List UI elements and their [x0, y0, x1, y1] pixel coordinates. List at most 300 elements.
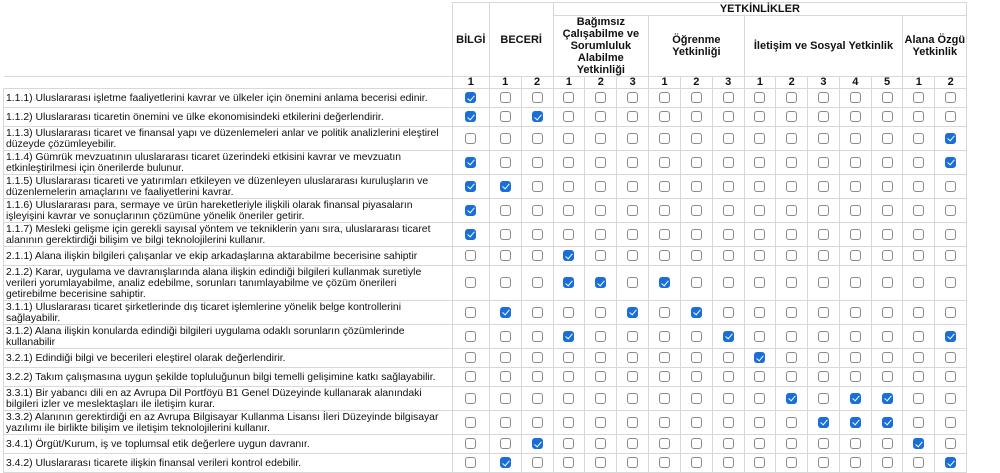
checkbox-unchecked[interactable]	[850, 250, 861, 261]
checkbox-unchecked[interactable]	[786, 205, 797, 216]
checkbox-unchecked[interactable]	[595, 307, 606, 318]
checkbox-checked[interactable]	[500, 181, 511, 192]
checkbox-unchecked[interactable]	[659, 229, 670, 240]
checkbox-unchecked[interactable]	[595, 331, 606, 342]
checkbox-unchecked[interactable]	[818, 250, 829, 261]
checkbox-unchecked[interactable]	[882, 157, 893, 168]
checkbox-unchecked[interactable]	[850, 229, 861, 240]
checkbox-unchecked[interactable]	[754, 457, 765, 468]
checkbox-unchecked[interactable]	[754, 417, 765, 428]
checkbox-unchecked[interactable]	[913, 92, 924, 103]
checkbox-unchecked[interactable]	[818, 393, 829, 404]
checkbox-cell	[808, 175, 840, 199]
checkbox-unchecked[interactable]	[850, 307, 861, 318]
checkbox-unchecked[interactable]	[723, 111, 734, 122]
checkbox-unchecked[interactable]	[723, 229, 734, 240]
checkbox-unchecked[interactable]	[691, 277, 702, 288]
checkbox-unchecked[interactable]	[563, 181, 574, 192]
checkbox-unchecked[interactable]	[818, 457, 829, 468]
checkbox-unchecked[interactable]	[532, 307, 543, 318]
checkbox-unchecked[interactable]	[563, 157, 574, 168]
checkbox-unchecked[interactable]	[563, 417, 574, 428]
checkbox-unchecked[interactable]	[532, 417, 543, 428]
checkbox-checked[interactable]	[945, 157, 956, 168]
checkbox-unchecked[interactable]	[786, 352, 797, 363]
checkbox-unchecked[interactable]	[532, 457, 543, 468]
checkbox-unchecked[interactable]	[500, 92, 511, 103]
checkbox-unchecked[interactable]	[532, 205, 543, 216]
checkbox-unchecked[interactable]	[945, 277, 956, 288]
checkbox-unchecked[interactable]	[818, 438, 829, 449]
checkbox-unchecked[interactable]	[945, 417, 956, 428]
checkbox-unchecked[interactable]	[913, 205, 924, 216]
checkbox-unchecked[interactable]	[532, 371, 543, 382]
checkbox-unchecked[interactable]	[595, 111, 606, 122]
checkbox-unchecked[interactable]	[465, 307, 476, 318]
checkbox-checked[interactable]	[850, 417, 861, 428]
checkbox-unchecked[interactable]	[627, 352, 638, 363]
checkbox-unchecked[interactable]	[754, 92, 765, 103]
checkbox-unchecked[interactable]	[627, 92, 638, 103]
checkbox-cell	[744, 151, 776, 175]
column-number: 1	[489, 77, 521, 89]
checkbox-checked[interactable]	[563, 250, 574, 261]
checkbox-checked[interactable]	[945, 331, 956, 342]
checkbox-unchecked[interactable]	[786, 133, 797, 144]
checkbox-unchecked[interactable]	[786, 250, 797, 261]
checkbox-cell	[680, 108, 712, 127]
checkbox-unchecked[interactable]	[500, 133, 511, 144]
checkbox-unchecked[interactable]	[659, 205, 670, 216]
checkbox-unchecked[interactable]	[723, 457, 734, 468]
checkbox-checked[interactable]	[563, 331, 574, 342]
checkbox-checked[interactable]	[882, 393, 893, 404]
checkbox-unchecked[interactable]	[945, 393, 956, 404]
checkbox-unchecked[interactable]	[465, 438, 476, 449]
checkbox-checked[interactable]	[691, 307, 702, 318]
checkbox-unchecked[interactable]	[595, 417, 606, 428]
checkbox-cell	[617, 247, 649, 266]
checkbox-unchecked[interactable]	[913, 229, 924, 240]
checkbox-unchecked[interactable]	[627, 371, 638, 382]
checkbox-unchecked[interactable]	[945, 250, 956, 261]
checkbox-unchecked[interactable]	[786, 438, 797, 449]
checkbox-unchecked[interactable]	[500, 111, 511, 122]
checkbox-cell	[521, 454, 553, 473]
checkbox-unchecked[interactable]	[532, 157, 543, 168]
checkbox-unchecked[interactable]	[659, 157, 670, 168]
column-number: 3	[617, 77, 649, 89]
checkbox-unchecked[interactable]	[882, 205, 893, 216]
checkbox-cell	[521, 199, 553, 223]
checkbox-cell	[617, 349, 649, 368]
checkbox-unchecked[interactable]	[850, 133, 861, 144]
checkbox-checked[interactable]	[659, 277, 670, 288]
checkbox-checked[interactable]	[465, 92, 476, 103]
checkbox-unchecked[interactable]	[659, 307, 670, 318]
checkbox-unchecked[interactable]	[659, 331, 670, 342]
checkbox-unchecked[interactable]	[532, 181, 543, 192]
checkbox-unchecked[interactable]	[913, 352, 924, 363]
checkbox-unchecked[interactable]	[754, 250, 765, 261]
checkbox-unchecked[interactable]	[500, 371, 511, 382]
checkbox-checked[interactable]	[532, 438, 543, 449]
checkbox-unchecked[interactable]	[532, 331, 543, 342]
checkbox-unchecked[interactable]	[465, 331, 476, 342]
checkbox-unchecked[interactable]	[723, 133, 734, 144]
checkbox-unchecked[interactable]	[627, 331, 638, 342]
checkbox-unchecked[interactable]	[786, 331, 797, 342]
checkbox-unchecked[interactable]	[659, 438, 670, 449]
checkbox-unchecked[interactable]	[723, 277, 734, 288]
checkbox-unchecked[interactable]	[723, 250, 734, 261]
checkbox-unchecked[interactable]	[913, 393, 924, 404]
checkbox-unchecked[interactable]	[882, 438, 893, 449]
checkbox-checked[interactable]	[882, 417, 893, 428]
checkbox-unchecked[interactable]	[786, 277, 797, 288]
checkbox-unchecked[interactable]	[595, 133, 606, 144]
checkbox-unchecked[interactable]	[691, 181, 702, 192]
checkbox-unchecked[interactable]	[532, 393, 543, 404]
checkbox-unchecked[interactable]	[818, 181, 829, 192]
checkbox-unchecked[interactable]	[723, 417, 734, 428]
checkbox-unchecked[interactable]	[786, 229, 797, 240]
checkbox-unchecked[interactable]	[500, 352, 511, 363]
checkbox-unchecked[interactable]	[754, 393, 765, 404]
checkbox-unchecked[interactable]	[659, 250, 670, 261]
checkbox-cell	[935, 454, 967, 473]
checkbox-unchecked[interactable]	[850, 157, 861, 168]
checkbox-unchecked[interactable]	[754, 438, 765, 449]
checkbox-unchecked[interactable]	[882, 352, 893, 363]
checkbox-unchecked[interactable]	[659, 133, 670, 144]
checkbox-unchecked[interactable]	[627, 250, 638, 261]
checkbox-unchecked[interactable]	[754, 205, 765, 216]
checkbox-unchecked[interactable]	[659, 111, 670, 122]
checkbox-unchecked[interactable]	[627, 111, 638, 122]
checkbox-unchecked[interactable]	[627, 157, 638, 168]
checkbox-unchecked[interactable]	[563, 307, 574, 318]
checkbox-unchecked[interactable]	[850, 277, 861, 288]
checkbox-unchecked[interactable]	[500, 393, 511, 404]
checkbox-unchecked[interactable]	[818, 157, 829, 168]
checkbox-unchecked[interactable]	[532, 352, 543, 363]
checkbox-unchecked[interactable]	[465, 393, 476, 404]
checkbox-unchecked[interactable]	[850, 92, 861, 103]
checkbox-unchecked[interactable]	[818, 92, 829, 103]
checkbox-unchecked[interactable]	[627, 393, 638, 404]
checkbox-cell	[521, 247, 553, 266]
checkbox-unchecked[interactable]	[563, 457, 574, 468]
checkbox-unchecked[interactable]	[945, 438, 956, 449]
checkbox-unchecked[interactable]	[691, 111, 702, 122]
table-row	[4, 199, 1000, 223]
checkbox-checked[interactable]	[500, 307, 511, 318]
checkbox-unchecked[interactable]	[627, 457, 638, 468]
checkbox-unchecked[interactable]	[945, 371, 956, 382]
checkbox-unchecked[interactable]	[500, 331, 511, 342]
checkbox-unchecked[interactable]	[913, 331, 924, 342]
checkbox-unchecked[interactable]	[691, 250, 702, 261]
checkbox-unchecked[interactable]	[627, 229, 638, 240]
checkbox-unchecked[interactable]	[945, 205, 956, 216]
checkbox-unchecked[interactable]	[850, 111, 861, 122]
checkbox-unchecked[interactable]	[723, 205, 734, 216]
checkbox-checked[interactable]	[945, 133, 956, 144]
checkbox-unchecked[interactable]	[465, 352, 476, 363]
checkbox-unchecked[interactable]	[595, 250, 606, 261]
checkbox-unchecked[interactable]	[754, 229, 765, 240]
checkbox-unchecked[interactable]	[595, 457, 606, 468]
checkbox-unchecked[interactable]	[818, 277, 829, 288]
checkbox-unchecked[interactable]	[850, 457, 861, 468]
checkbox-cell	[649, 325, 681, 349]
checkbox-unchecked[interactable]	[913, 250, 924, 261]
checkbox-unchecked[interactable]	[818, 133, 829, 144]
checkbox-unchecked[interactable]	[500, 438, 511, 449]
checkbox-unchecked[interactable]	[754, 331, 765, 342]
checkbox-unchecked[interactable]	[754, 307, 765, 318]
table-row	[4, 435, 1000, 454]
checkbox-unchecked[interactable]	[786, 371, 797, 382]
checkbox-unchecked[interactable]	[723, 307, 734, 318]
checkbox-unchecked[interactable]	[532, 133, 543, 144]
checkbox-cell	[776, 199, 808, 223]
checkbox-checked[interactable]	[913, 438, 924, 449]
checkbox-unchecked[interactable]	[786, 111, 797, 122]
checkbox-unchecked[interactable]	[882, 331, 893, 342]
checkbox-unchecked[interactable]	[563, 438, 574, 449]
checkbox-unchecked[interactable]	[723, 393, 734, 404]
checkbox-checked[interactable]	[465, 205, 476, 216]
checkbox-unchecked[interactable]	[723, 157, 734, 168]
checkbox-unchecked[interactable]	[691, 371, 702, 382]
checkbox-unchecked[interactable]	[913, 371, 924, 382]
checkbox-checked[interactable]	[500, 457, 511, 468]
checkbox-unchecked[interactable]	[786, 307, 797, 318]
checkbox-unchecked[interactable]	[465, 417, 476, 428]
checkbox-unchecked[interactable]	[882, 181, 893, 192]
checkbox-checked[interactable]	[627, 307, 638, 318]
checkbox-checked[interactable]	[786, 393, 797, 404]
checkbox-unchecked[interactable]	[913, 133, 924, 144]
checkbox-unchecked[interactable]	[786, 417, 797, 428]
checkbox-checked[interactable]	[465, 157, 476, 168]
checkbox-unchecked[interactable]	[818, 331, 829, 342]
checkbox-unchecked[interactable]	[659, 457, 670, 468]
checkbox-unchecked[interactable]	[595, 352, 606, 363]
checkbox-unchecked[interactable]	[595, 229, 606, 240]
checkbox-unchecked[interactable]	[913, 307, 924, 318]
checkbox-unchecked[interactable]	[659, 371, 670, 382]
checkbox-unchecked[interactable]	[754, 111, 765, 122]
checkbox-unchecked[interactable]	[563, 205, 574, 216]
checkbox-checked[interactable]	[465, 229, 476, 240]
checkbox-cell	[680, 223, 712, 247]
checkbox-unchecked[interactable]	[945, 111, 956, 122]
checkbox-unchecked[interactable]	[627, 181, 638, 192]
checkbox-unchecked[interactable]	[818, 371, 829, 382]
checkbox-unchecked[interactable]	[882, 111, 893, 122]
checkbox-unchecked[interactable]	[786, 92, 797, 103]
checkbox-unchecked[interactable]	[627, 277, 638, 288]
checkbox-unchecked[interactable]	[754, 277, 765, 288]
checkbox-unchecked[interactable]	[850, 438, 861, 449]
checkbox-checked[interactable]	[723, 331, 734, 342]
checkbox-unchecked[interactable]	[945, 307, 956, 318]
checkbox-unchecked[interactable]	[563, 393, 574, 404]
checkbox-unchecked[interactable]	[627, 205, 638, 216]
checkbox-unchecked[interactable]	[627, 417, 638, 428]
checkbox-unchecked[interactable]	[913, 181, 924, 192]
checkbox-unchecked[interactable]	[723, 438, 734, 449]
checkbox-checked[interactable]	[945, 457, 956, 468]
checkbox-unchecked[interactable]	[882, 457, 893, 468]
checkbox-unchecked[interactable]	[723, 92, 734, 103]
checkbox-unchecked[interactable]	[659, 181, 670, 192]
checkbox-unchecked[interactable]	[532, 277, 543, 288]
checkbox-unchecked[interactable]	[850, 352, 861, 363]
checkbox-unchecked[interactable]	[882, 277, 893, 288]
checkbox-checked[interactable]	[465, 111, 476, 122]
checkbox-unchecked[interactable]	[465, 250, 476, 261]
checkbox-unchecked[interactable]	[945, 181, 956, 192]
checkbox-unchecked[interactable]	[691, 229, 702, 240]
checkbox-unchecked[interactable]	[659, 417, 670, 428]
checkbox-unchecked[interactable]	[691, 331, 702, 342]
checkbox-cell	[839, 108, 871, 127]
checkbox-unchecked[interactable]	[882, 371, 893, 382]
checkbox-cell	[808, 325, 840, 349]
checkbox-unchecked[interactable]	[500, 229, 511, 240]
checkbox-cell	[935, 349, 967, 368]
checkbox-unchecked[interactable]	[465, 457, 476, 468]
checkbox-unchecked[interactable]	[595, 181, 606, 192]
checkbox-unchecked[interactable]	[659, 393, 670, 404]
checkbox-checked[interactable]	[465, 181, 476, 192]
checkbox-unchecked[interactable]	[850, 205, 861, 216]
checkbox-unchecked[interactable]	[595, 438, 606, 449]
checkbox-unchecked[interactable]	[691, 457, 702, 468]
checkbox-unchecked[interactable]	[465, 277, 476, 288]
checkbox-unchecked[interactable]	[913, 277, 924, 288]
checkbox-unchecked[interactable]	[563, 133, 574, 144]
checkbox-unchecked[interactable]	[500, 277, 511, 288]
checkbox-unchecked[interactable]	[691, 133, 702, 144]
checkbox-unchecked[interactable]	[754, 133, 765, 144]
checkbox-unchecked[interactable]	[945, 352, 956, 363]
checkbox-cell	[649, 387, 681, 411]
checkbox-unchecked[interactable]	[818, 111, 829, 122]
checkbox-unchecked[interactable]	[691, 157, 702, 168]
checkbox-unchecked[interactable]	[500, 205, 511, 216]
checkbox-checked[interactable]	[818, 417, 829, 428]
checkbox-unchecked[interactable]	[563, 352, 574, 363]
checkbox-cell	[871, 325, 903, 349]
checkbox-cell	[489, 349, 521, 368]
checkbox-unchecked[interactable]	[500, 157, 511, 168]
checkbox-unchecked[interactable]	[595, 393, 606, 404]
checkbox-unchecked[interactable]	[723, 371, 734, 382]
checkbox-checked[interactable]	[532, 111, 543, 122]
checkbox-unchecked[interactable]	[818, 205, 829, 216]
checkbox-unchecked[interactable]	[723, 352, 734, 363]
checkbox-unchecked[interactable]	[500, 417, 511, 428]
checkbox-unchecked[interactable]	[532, 92, 543, 103]
checkbox-checked[interactable]	[850, 393, 861, 404]
checkbox-unchecked[interactable]	[882, 92, 893, 103]
checkbox-unchecked[interactable]	[465, 371, 476, 382]
checkbox-cell	[585, 175, 617, 199]
checkbox-unchecked[interactable]	[563, 229, 574, 240]
checkbox-unchecked[interactable]	[500, 250, 511, 261]
checkbox-unchecked[interactable]	[465, 133, 476, 144]
checkbox-unchecked[interactable]	[723, 181, 734, 192]
checkbox-unchecked[interactable]	[627, 438, 638, 449]
checkbox-unchecked[interactable]	[691, 205, 702, 216]
checkbox-unchecked[interactable]	[945, 92, 956, 103]
checkbox-unchecked[interactable]	[659, 352, 670, 363]
checkbox-checked[interactable]	[754, 352, 765, 363]
checkbox-unchecked[interactable]	[850, 181, 861, 192]
checkbox-checked[interactable]	[563, 277, 574, 288]
checkbox-unchecked[interactable]	[818, 229, 829, 240]
checkbox-unchecked[interactable]	[818, 307, 829, 318]
checkbox-unchecked[interactable]	[945, 229, 956, 240]
checkbox-unchecked[interactable]	[532, 250, 543, 261]
category-header-alana-ozgu: Alana Özgü Yetkinlik	[903, 16, 967, 77]
checkbox-unchecked[interactable]	[563, 92, 574, 103]
checkbox-unchecked[interactable]	[691, 393, 702, 404]
checkbox-unchecked[interactable]	[691, 438, 702, 449]
checkbox-unchecked[interactable]	[913, 417, 924, 428]
checkbox-cell	[489, 247, 521, 266]
checkbox-unchecked[interactable]	[786, 457, 797, 468]
checkbox-unchecked[interactable]	[786, 181, 797, 192]
checkbox-unchecked[interactable]	[882, 307, 893, 318]
checkbox-unchecked[interactable]	[627, 133, 638, 144]
checkbox-unchecked[interactable]	[913, 111, 924, 122]
checkbox-unchecked[interactable]	[850, 331, 861, 342]
checkbox-unchecked[interactable]	[913, 157, 924, 168]
checkbox-unchecked[interactable]	[595, 157, 606, 168]
checkbox-unchecked[interactable]	[691, 352, 702, 363]
checkbox-unchecked[interactable]	[754, 371, 765, 382]
checkbox-unchecked[interactable]	[691, 417, 702, 428]
checkbox-unchecked[interactable]	[563, 371, 574, 382]
checkbox-unchecked[interactable]	[913, 457, 924, 468]
checkbox-checked[interactable]	[595, 277, 606, 288]
checkbox-unchecked[interactable]	[882, 133, 893, 144]
checkbox-unchecked[interactable]	[786, 157, 797, 168]
checkbox-unchecked[interactable]	[595, 92, 606, 103]
checkbox-unchecked[interactable]	[595, 371, 606, 382]
table-row	[4, 151, 1000, 175]
checkbox-unchecked[interactable]	[818, 352, 829, 363]
checkbox-unchecked[interactable]	[532, 229, 543, 240]
outcome-text: 1.1.3) Uluslararası ticaret ve finansal yapı ve düzenlemeleri anlar ve politik analizlerini eleştirel düzeyde çözümleyebilir.	[4, 127, 453, 151]
checkbox-unchecked[interactable]	[563, 111, 574, 122]
checkbox-unchecked[interactable]	[595, 205, 606, 216]
checkbox-unchecked[interactable]	[850, 371, 861, 382]
checkbox-unchecked[interactable]	[659, 92, 670, 103]
checkbox-unchecked[interactable]	[691, 92, 702, 103]
checkbox-unchecked[interactable]	[754, 181, 765, 192]
checkbox-unchecked[interactable]	[882, 229, 893, 240]
checkbox-cell	[903, 151, 935, 175]
checkbox-unchecked[interactable]	[754, 157, 765, 168]
checkbox-unchecked[interactable]	[882, 250, 893, 261]
